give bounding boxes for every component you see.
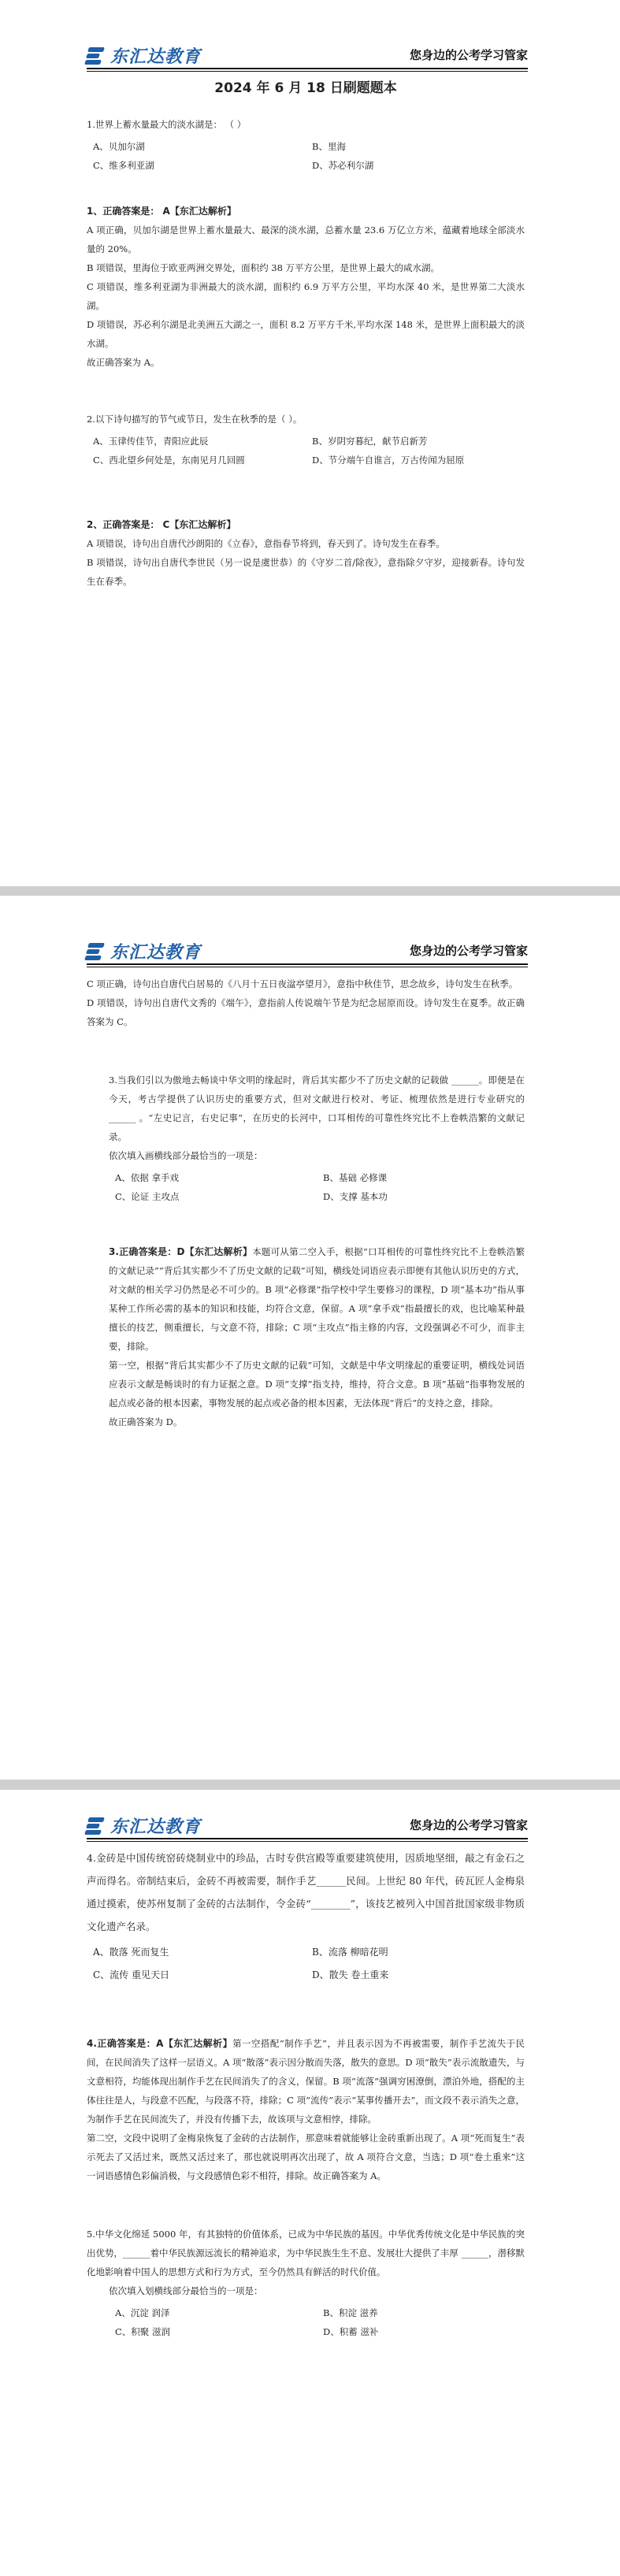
analysis-paragraph: 故正确答案为 A。 xyxy=(87,357,160,368)
option: D、积蓄 滋补 xyxy=(323,2326,379,2337)
option: C、积聚 滋润 xyxy=(115,2326,170,2337)
document-page-3 xyxy=(0,1790,620,2576)
option: B、流落 柳暗花明 xyxy=(312,1947,388,1958)
analysis-paragraph: 第二空，文段中说明了金梅泉恢复了金砖的古法制作，那意味着就能够让金砖重新出现了。A 项“死而复生”表示死去了又活过来，既然又活过来了，那也就说明再次出现了，故 A 项符合文意，当选；D 项“卷土重来”这一词语感情色彩偏消极，与文段感情色彩不相符，排除。故正确答案为 A。 xyxy=(87,2132,525,2181)
logo-text: 东汇达教育 xyxy=(110,46,202,67)
header-slogan: 您身边的公考学习管家 xyxy=(409,48,528,62)
question-3-instruction: 依次填入画横线部分最恰当的一项是： xyxy=(109,1150,263,1161)
question-2-stem: 2.以下诗句描写的节气或节日，发生在秋季的是（ ）。 xyxy=(87,414,303,425)
question-5-instruction: 依次填入划横线部分最恰当的一项是： xyxy=(109,2285,263,2296)
page-header xyxy=(87,1813,528,1840)
option: A、散落 死而复生 xyxy=(93,1947,169,1958)
analysis-paragraph: D 项错误，苏必利尔湖是北美洲五大湖之一，面积 8.2 万平方千米,平均水深 148 米，是世界上面积最大的淡水湖。 xyxy=(87,319,525,349)
brand-logo xyxy=(87,939,201,963)
answer-3-heading: 3.正确答案是：D【东汇达解析】 xyxy=(109,1246,253,1257)
answer-1-heading: 1、正确答案是： A【东汇达解析】 xyxy=(87,206,236,217)
analysis-paragraph: 故正确答案为 D。 xyxy=(109,1416,183,1427)
brand-logo xyxy=(87,1813,201,1837)
logo-icon xyxy=(87,1816,107,1835)
analysis-paragraph: A 项错误，诗句出自唐代沙朗阳的《立春》，意指春节将到，春天到了。诗句发生在春季。 xyxy=(87,538,445,549)
analysis-paragraph: B 项错误，里海位于欧亚两洲交界处，面积约 38 万平方公里，是世界上最大的咸水湖。 xyxy=(87,262,440,273)
analysis-paragraph: D 项错误，诗句出自唐代文秀的《端午》，意指前人传说端午节是为纪念屈原而设。诗句发生在夏季。故正确答案为 C。 xyxy=(87,997,525,1027)
option: B、里海 xyxy=(312,141,346,152)
question-1-options xyxy=(87,137,525,175)
answer-2-heading: 2、正确答案是： C【东汇达解析】 xyxy=(87,519,236,530)
question-5-stem: 5.中华文化绵延 5000 年，有其独特的价值体系，已成为中华民族的基因。中华优秀传统文化是中华民族的突出优势，______着中华民族源远流长的精神追求，为中华民族生生不息、发展壮大提供了丰厚 ______，潜移默化地影响着中国人的思想方式和行为方式，至今仍然具有鲜活的时代价值。 xyxy=(87,2229,525,2277)
question-4-stem: 4.金砖是中国传统窑砖烧制业中的珍品，古时专供宫殿等重要建筑使用，因质地坚细，敲之有金石之声而得名。帝制结束后，金砖不再被需要，制作手艺______民间。上世纪 80 年代，砖瓦匠人金梅泉通过摸索，使苏州复制了金砖的古法制作，令金砖“________”，该技艺被列入中国首批国家级非物质文化遗产名录。 xyxy=(87,1852,525,1932)
page-header xyxy=(87,43,528,70)
option: A、沉淀 润泽 xyxy=(115,2307,170,2318)
document-page-2 xyxy=(0,896,620,1780)
answer-4-heading: 4.正确答案是：A【东汇达解析】 xyxy=(87,2038,233,2049)
option: A、玉律传佳节，青阳应此辰 xyxy=(93,436,209,447)
question-2-options xyxy=(87,432,525,470)
option: D、苏必利尔湖 xyxy=(312,160,374,171)
analysis-paragraph: 本题可从第二空入手，根据“口耳相传的可靠性终究比不上卷帙浩繁的文献记录”“背后其实都少不了历史文献的记载”可知，横线处词语应表示即便有其他认识历史的方式，对文献的相关学习仍然是必不可少的。B 项“必修课”指学校中学生要修习的课程，D 项“基本功”指从事某种工作所必需的基本的知识和技能，均符合文意，保留。A 项“拿手戏”指最擅长的戏，也比喻某种最擅长的技艺，侧重擅长，与文意不符，排除；C 项“主攻点”指主修的内容，文段强调必不可少，而非主要，排除。 xyxy=(109,1246,525,1352)
option: C、流传 重见天日 xyxy=(93,1969,169,1980)
brand-logo xyxy=(87,43,201,67)
page-title: 2024 年 6 月 18 日刷题题本 xyxy=(214,80,397,96)
analysis-paragraph: 第一空，根据“背后其实都少不了历史文献的记载”可知，文献是中华文明缘起的重要证明，横线处词语应表示文献是畅谈时的有力证据之意。D 项“支撑”指支持，维持，符合文意。B 项“基础”指事物发展的起点或必备的根本因素，事物发展的起点或必备的根本因素，无法体现“背后”的支持之意，排除。 xyxy=(109,1360,525,1409)
analysis-paragraph: C 项正确，诗句出自唐代白居易的《八月十五日夜湓亭望月》，意指中秋佳节，思念故乡，诗句发生在秋季。 xyxy=(87,978,518,989)
page-header xyxy=(87,939,528,966)
question-1-stem: 1.世界上蓄水量最大的淡水湖是： （ ） xyxy=(87,119,247,130)
question-3-stem: 3.当我们引以为傲地去畅谈中华文明的缘起时，背后其实都少不了历史文献的记载做 ______。即便是在今天，考古学提供了认识历史的重要方式，但对文献进行校对、考证、梳理依然是进行专业研究的 ______ 。“左史记言，右史记事”，在历史的长河中，口耳相传的可靠性终究比不上卷帙浩繁的文献记录。 xyxy=(109,1075,525,1142)
logo-text: 东汇达教育 xyxy=(110,1817,202,1837)
question-3-options xyxy=(109,1168,525,1206)
option: C、论证 主攻点 xyxy=(115,1191,180,1202)
question-4-options xyxy=(87,1941,525,1987)
option: D、支撑 基本功 xyxy=(323,1191,388,1202)
option: B、基础 必修课 xyxy=(323,1172,388,1183)
header-slogan: 您身边的公考学习管家 xyxy=(409,1818,528,1832)
option: D、散失 卷土重来 xyxy=(312,1969,389,1980)
analysis-paragraph: A 项正确，贝加尔湖是世界上蓄水量最大、最深的淡水湖，总蓄水量 23.6 万亿立方米，蕴藏着地球全部淡水量的 20%。 xyxy=(87,225,525,254)
analysis-paragraph: B 项错误，诗句出自唐代李世民（另一说是虞世恭）的《守岁二首/除夜》，意指除夕守岁，迎接新春。诗句发生在春季。 xyxy=(87,557,525,587)
analysis-paragraph: 第一空搭配“制作手艺”，并且表示因为不再被需要，制作手艺流失于民间，在民间消失了这样一层语义。A 项“散落”表示因分散而失落，散失的意思。D 项“散失”表示流散遗失，与文意相符，均能体现出制作手艺在民间消失了的含义，保留。B 项“流落”强调穷困潦倒，漂泊外地，搭配的主体往往是人，与段意不匹配，与段落不符，排除；C 项“流传”表示“某事传播开去”，而文段不表示消失之意，为制作手艺在民间流失了，并没有传播下去，故该项与文意相悖，排除。 xyxy=(87,2038,525,2125)
logo-text: 东汇达教育 xyxy=(110,942,202,963)
option: A、贝加尔湖 xyxy=(93,141,145,152)
option: C、维多利亚湖 xyxy=(93,160,154,171)
option: C、西北望乡何处是，东南见月几回圆 xyxy=(93,455,245,466)
option: D、节分端午自谁言，万古传闻为屈原 xyxy=(312,455,465,466)
question-5-options xyxy=(87,2303,525,2341)
document-page-1 xyxy=(0,0,620,886)
analysis-paragraph: C 项错误，维多利亚湖为非洲最大的淡水湖，面积约 6.9 万平方公里，平均水深 40 米，是世界第二大淡水湖。 xyxy=(87,281,525,311)
option: B、岁阴穷暮纪，献节启新芳 xyxy=(312,436,428,447)
option: B、积淀 滋养 xyxy=(323,2307,378,2318)
logo-icon xyxy=(87,46,107,65)
logo-icon xyxy=(87,941,107,960)
option: A、依据 拿手戏 xyxy=(115,1172,179,1183)
header-slogan: 您身边的公考学习管家 xyxy=(409,944,528,958)
